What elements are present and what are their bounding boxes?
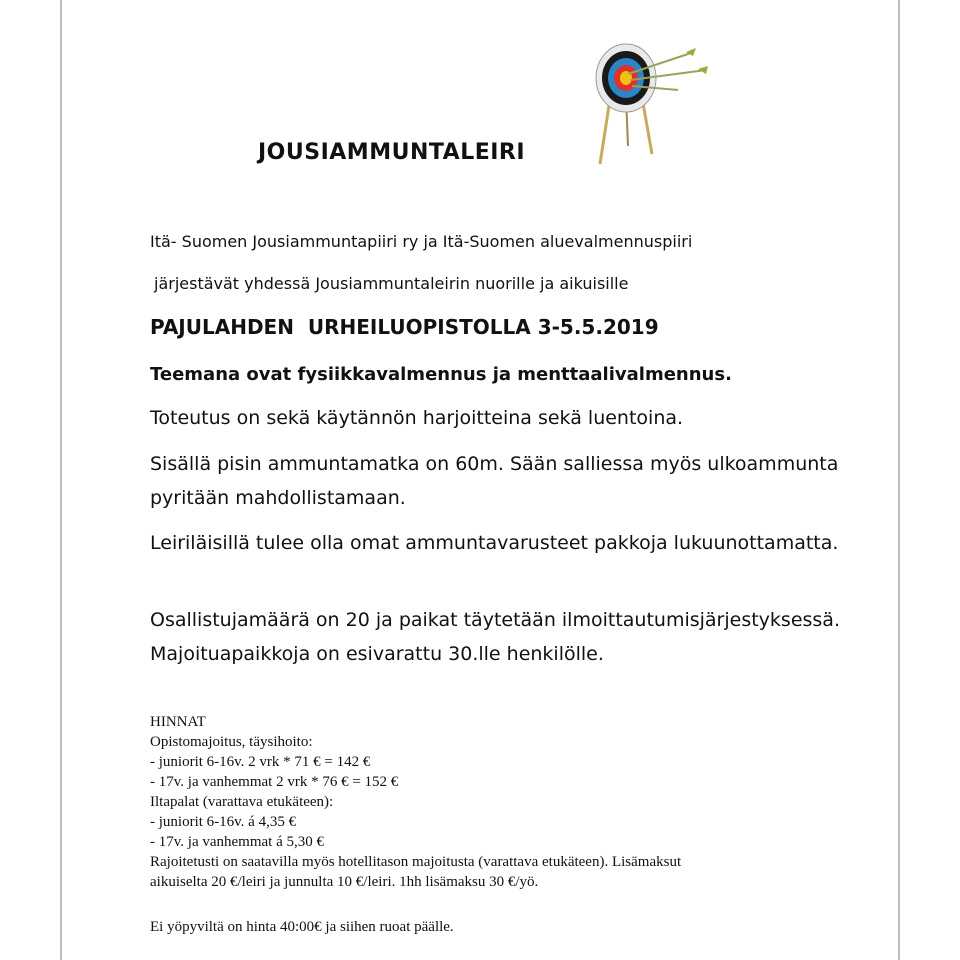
price-line: aikuiselta 20 €/leiri ja junnulta 10 €/leiri. 1hh lisämaksu 30 €/yö.: [150, 874, 539, 890]
document-title: JOUSIAMMUNTALEIRI: [258, 140, 526, 165]
price-line: - 17v. ja vanhemmat á 5,30 €: [150, 834, 324, 850]
price-line: - 17v. ja vanhemmat 2 vrk * 76 € = 152 €: [150, 774, 399, 790]
day-visitor-price-note: Ei yöpyviltä on hinta 40:00€ ja siihen ruoat päälle.: [150, 919, 454, 935]
price-line: - juniorit 6-16v. 2 vrk * 71 € = 142 €: [150, 754, 371, 770]
page-border-right: [898, 0, 900, 960]
price-line: Iltapalat (varattava etukäteen):: [150, 794, 334, 810]
paragraph-implementation: Toteutus on sekä käytännön harjoitteina sekä luentoina.: [150, 407, 684, 429]
event-location-date: PAJULAHDEN URHEILUOPISTOLLA 3-5.5.2019: [150, 315, 659, 339]
intro-line-2: järjestävät yhdessä Jousiammuntaleirin nuorille ja aikuisille: [154, 274, 629, 293]
page-border-left: [60, 0, 62, 960]
price-line: Rajoitetusti on saatavilla myös hotellitason majoitusta (varattava etukäteen). Lisämaksut: [150, 854, 682, 870]
paragraph-shooting-distance: Sisällä pisin ammuntamatka on 60m. Sään salliessa myös ulkoammunta pyritään mahdollistamaan.: [150, 453, 839, 509]
price-heading: HINNAT: [150, 714, 206, 730]
price-line: - juniorit 6-16v. á 4,35 €: [150, 814, 297, 830]
theme-statement: Teemana ovat fysiikkavalmennus ja menttaalivalmennus.: [150, 364, 732, 385]
intro-line-1: Itä- Suomen Jousiammuntapiiri ry ja Itä-Suomen aluevalmennuspiiri: [150, 232, 693, 251]
paragraph-participants: Osallistujamäärä on 20 ja paikat täytetään ilmoittautumisjärjestyksessä. Majoituapaikkoja on esivarattu 30.lle henkilölle.: [150, 609, 840, 665]
paragraph-equipment: Leiriläisillä tulee olla omat ammuntavarusteet pakkoja lukuunottamatta.: [150, 532, 839, 554]
price-list: [150, 712, 870, 892]
price-line: Opistomajoitus, täysihoito:: [150, 734, 313, 750]
archery-target-icon: [578, 26, 718, 166]
